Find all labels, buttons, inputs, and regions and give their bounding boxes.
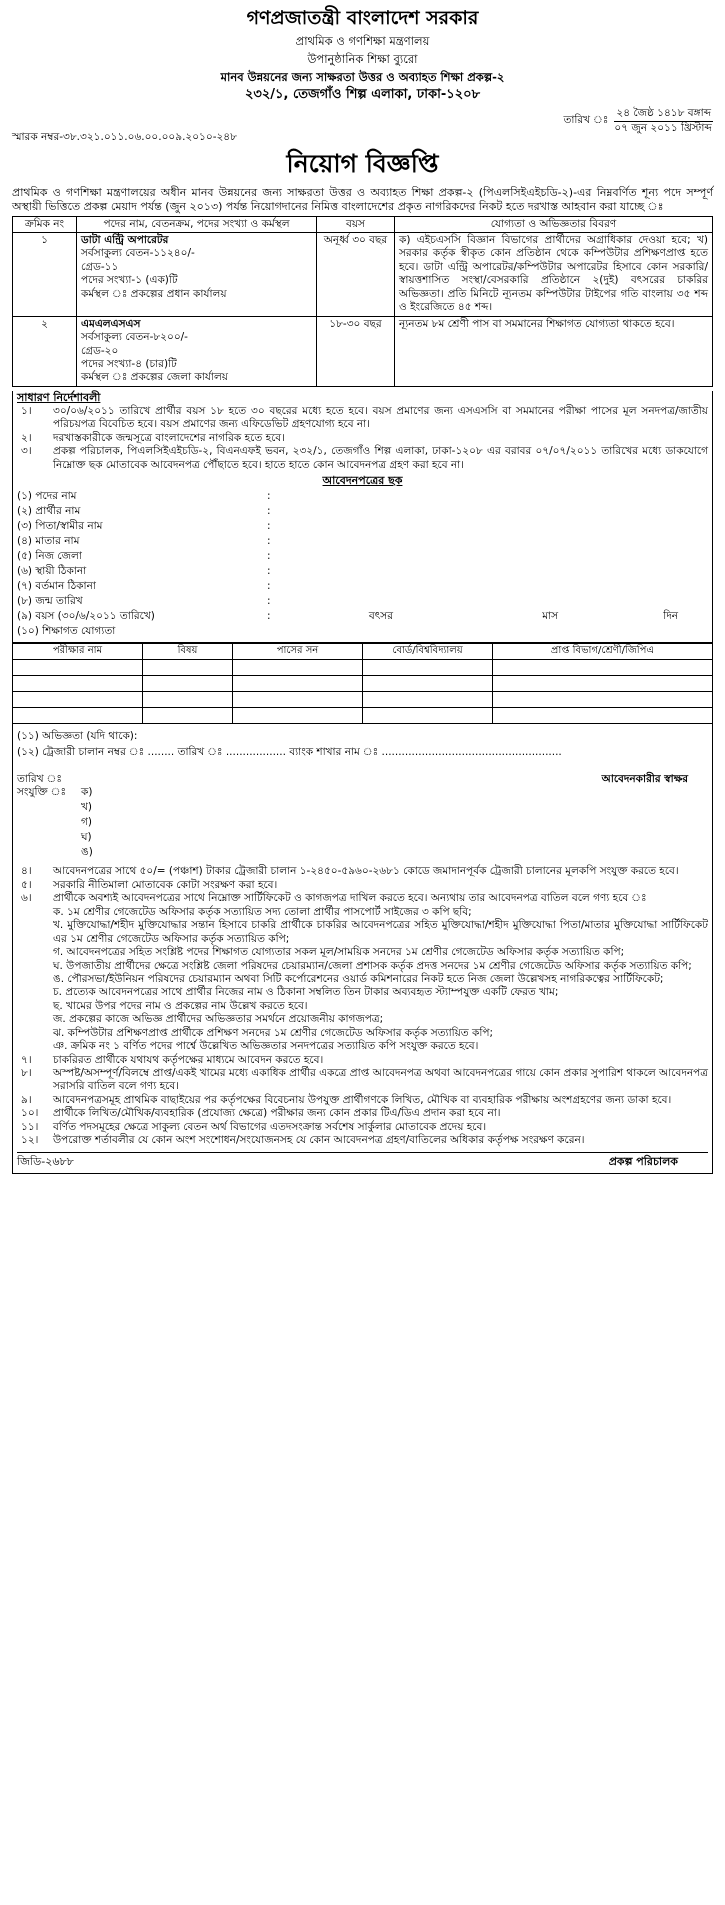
- instructions-box: [12, 391, 713, 643]
- post-line: সর্বসাকুল্য বেতন-১১২৪০/-: [81, 247, 195, 260]
- post-line: কর্মস্থল ঃ প্রকল্পের প্রধান কার্যালয়: [81, 287, 227, 300]
- list-item: [17, 405, 708, 432]
- posts-table-header: [13, 216, 713, 232]
- col-age: বয়স: [317, 216, 395, 232]
- list-item: [17, 1054, 708, 1067]
- attach-letter: ঙ): [81, 846, 93, 859]
- list-item: [17, 1107, 708, 1120]
- education-table: [12, 643, 713, 724]
- sub-rules: [53, 906, 708, 1054]
- date-bangla: ২৪ জৈষ্ঠ ১৪১৮ বঙ্গাব্দ: [614, 107, 713, 121]
- attach-letter: ঘ): [81, 831, 92, 844]
- applicant-signature: আবেদনকারীর স্বাক্ষর: [601, 773, 688, 786]
- posts-table: [12, 216, 713, 387]
- attach-letter: গ): [81, 816, 92, 829]
- form-date-label: তারিখ ঃ: [17, 773, 62, 786]
- sub-rule: চ. প্রত্যেক আবেদনপত্রের সাথে প্রার্থীর নিজের নাম ও ঠিকানা সম্বলিত তিন টাকার অব্যবহৃত স্ট্যাম্পযুক্ত একটি ফেরত খাম;: [53, 986, 559, 999]
- sub-rule: গ. আবেদনপত্রের সহিত সংশ্লিষ্ট পদের শিক্ষাগত যোগ্যতার সকল মূল/সাময়িক সনদের ১ম শ্রেণীর গেজেটেড অফিসার কর্তৃক সত্যায়িত কপি;: [53, 946, 625, 959]
- field-label: (৩) পিতা/স্বামীর নাম: [17, 520, 103, 533]
- list-item: [17, 1134, 708, 1147]
- field-colon: :: [267, 610, 271, 623]
- bureau-name: উপানুষ্ঠানিক শিক্ষা ব্যুরো: [307, 52, 418, 67]
- item-number: ৪।: [21, 865, 32, 878]
- list-item: [17, 1067, 708, 1094]
- ministry-name: প্রাথমিক ও গণশিক্ষা মন্ত্রণালয়: [295, 34, 430, 49]
- form-field: [17, 535, 708, 550]
- field-colon: :: [267, 550, 271, 563]
- post-line: সর্বসাকুল্য বেতন-৮২০০/-: [81, 331, 188, 344]
- item-text: চাকরিরত প্রার্থীকে যথাযথ কর্তৃপক্ষের মাধ্যমে আবেদন করতে হবে।: [53, 1053, 324, 1066]
- treasury-field: (১২) ট্রেজারী চালান নম্বর ঃ ........ তারিখ ঃ .................. ব্যাংক শাখার নাম ঃ ......................................................: [17, 745, 562, 758]
- post-line: গ্রেড-২০: [81, 344, 119, 357]
- field-label: (৫) নিজ জেলা: [17, 550, 82, 563]
- field-label: (২) প্রার্থীর নাম: [17, 505, 81, 518]
- post-cell: [77, 316, 317, 386]
- list-item: [17, 865, 708, 878]
- date-label: তারিখ ঃ: [563, 114, 609, 127]
- col-serial: ক্রমিক নং: [13, 216, 77, 232]
- post-line: গ্রেড-১১: [81, 260, 119, 273]
- item-text: বর্ণিত পদসমূহের ক্ষেত্রে সাকুল্য বেতন অর্থ বিভাগের এতদসংক্রান্ত সর্বশেষ সার্কুলার মোতাবেক প্রদেয় হবে।: [53, 1120, 487, 1133]
- item-text: প্রকল্প পরিচালক, পিএলসিইএইচডি-২, বিএনএফই ভবন, ২৩২/১, তেজগাঁও শিল্প এলাকা, ঢাকা-১২০৮ এর বরাবর ০৭/০৭/২০১১ তারিখের মধ্যে ডাকযোগে নিম্নোক্ত ছক মোতাবেক আবেদনপত্র পৌঁছাতে হবে। হাতে হাতে কোন আবেদনপত্র গ্রহণ করা হবে না।: [53, 445, 708, 471]
- sub-rule: ঘ. উপজাতীয় প্রার্থীদের ক্ষেত্রে সংশ্লিষ্ট জেলা পরিষদের চেয়ারম্যান/জেলা প্রশাসক কর্তৃক প্রদত্ত সনদের ১ম শ্রেণীর গেজেটেড অফিসার কর্তৃক সত্যায়িত কপি;: [53, 959, 692, 972]
- office-address: ২৩২/১, তেজগাঁও শিল্প এলাকা, ঢাকা-১২০৮: [244, 87, 481, 103]
- experience-field: (১১) অভিজ্ঞতা (যদি থাকে):: [17, 730, 138, 743]
- field-colon: :: [267, 505, 271, 518]
- field-colon: :: [267, 520, 271, 533]
- post-cell: [77, 233, 317, 317]
- edu-col-exam: পরীক্ষার নাম: [13, 644, 143, 660]
- attachment-item: [17, 816, 708, 831]
- item-number: ৭।: [21, 1053, 32, 1066]
- table-row: [13, 676, 713, 692]
- table-row: [13, 660, 713, 676]
- list-item: [17, 879, 708, 892]
- field-label: (৮) জন্ম তারিখ: [17, 595, 83, 608]
- sub-rule: ছ. খামের উপর পদের নাম ও প্রকল্পের নাম উল্লেখ করতে হবে।: [53, 999, 308, 1012]
- list-item: [17, 445, 708, 472]
- edu-header: [13, 644, 713, 660]
- table-row: [13, 708, 713, 724]
- item-number: ১১।: [21, 1120, 39, 1133]
- form-field: [17, 565, 708, 580]
- attach-letter: খ): [81, 801, 92, 814]
- govt-title: গণপ্রজাতন্ত্রী বাংলাদেশ সরকার: [246, 7, 479, 29]
- item-text: সরকারি নীতিমালা মোতাবেক কোটা সংরক্ষণ করা হবে।: [53, 878, 278, 891]
- table-row: [13, 316, 713, 386]
- item-number: ৫।: [21, 878, 32, 891]
- item-text: উপরোক্ত শর্তাবলীর যে কোন অংশ সংশোধন/সংযোজনসহ যে কোন আবেদনপত্র গ্রহণ/বাতিলের অধিকার কর্তৃপক্ষ সংরক্ষণ করেন।: [53, 1134, 585, 1147]
- form-heading: আবেদনপত্রের ছক: [322, 474, 403, 488]
- item-text: আবেদনপত্রসমূহ প্রাথমিক বাছাইয়ের পর কর্তৃপক্ষের বিবেচনায় উপযুক্ত প্রার্থীগণকে লিখিত, মৌখিক বা ব্যবহারিক পরীক্ষায় অংশগ্রহণের জন্য ডাকা হবে।: [53, 1093, 672, 1106]
- attach-label: সংযুক্তি ঃ: [17, 786, 67, 799]
- field-label: (৯) বয়স (৩০/৬/২০১১ তারিখে): [17, 610, 155, 623]
- field-label: (৬) স্থায়ী ঠিকানা: [17, 565, 87, 578]
- list-item: [17, 906, 708, 1054]
- post-line: পদের সংখ্যা-৪ (চার)টি: [81, 357, 177, 370]
- notice-title: নিয়োগ বিজ্ঞপ্তি: [286, 149, 439, 179]
- form-field: [17, 490, 708, 505]
- sub-rule: খ. মুক্তিযোদ্ধা/শহীদ মুক্তিযোদ্ধার সন্তান হিসাবে চাকরি প্রার্থীকে চাকরির আবেদনপত্রের সহিত মুক্তিযোদ্ধা/শহীদ মুক্তিযোদ্ধা পিতা/মাতার মুক্তিযোদ্ধা সার্টিফিকেট এর ১ম শ্রেণীর গেজেটেড অফিসার কর্তৃক সত্যায়িত কপি;: [53, 919, 708, 945]
- attachment-item: [17, 846, 708, 861]
- serial-cell: ২: [13, 316, 77, 386]
- notice-header: [12, 6, 713, 104]
- signature-row: [17, 773, 708, 786]
- item-text: ৩০/০৬/২০১১ তারিখে প্রার্থীর বয়স ১৮ হতে ৩০ বছরের মধ্যে হতে হবে। বয়স প্রমাণের জন্য এসএসসি বা সমমানের পরীক্ষা পাসের মূল সনদপত্র/জাতীয় পরিচয়পত্র বিবেচিত হবে। বয়স প্রমাণের জন্য এফিডেভিট গ্রহণযোগ্য হবে না।: [53, 404, 708, 431]
- age-cell: অনূর্ধ্ব ৩০ বছর: [317, 233, 395, 317]
- col-post: পদের নাম, বেতনক্রম, পদের সংখ্যা ও কর্মস্থল: [77, 216, 317, 232]
- general-list: [17, 405, 708, 472]
- list-item: [17, 892, 708, 905]
- rules-list: [17, 865, 708, 1147]
- field-label: (৪) মাতার নাম: [17, 535, 80, 548]
- sub-rule: জ. প্রকল্পের কাজে অভিজ্ঞ প্রার্থীদের অভিজ্ঞতার সমর্থনে প্রয়োজনীয় কাগজপত্র;: [53, 1013, 384, 1026]
- field-colon: :: [267, 490, 271, 503]
- age-field: [17, 610, 708, 625]
- form-field: [17, 595, 708, 610]
- field-label: (১০) শিক্ষাগত যোগ্যতা: [17, 625, 116, 638]
- age-cell: ১৮-৩০ বছর: [317, 316, 395, 386]
- post-line: পদের সংখ্যা-১ (এক)টি: [81, 274, 178, 287]
- item-text: অস্পষ্ট/অসম্পূর্ণ/বিলম্বে প্রাপ্ত/একই খামের মধ্যে একাধিক প্রার্থীর একত্রে প্রাপ্ত আবেদনপত্র অথবা আবেদনপত্রের গায়ে কোন প্রকার সুপারিশ থাকলে আবেদনপত্র সরাসরি বাতিল বলে গণ্য হবে।: [53, 1067, 708, 1093]
- item-number: ২।: [21, 431, 32, 444]
- sub-rule: ঞ. ক্রমিক নং ১ বর্ণিত পদের পার্শ্বে উল্লেখিত অভিজ্ঞতার সনদপত্রের সত্যায়িত কপি সংযুক্ত করতে হবে।: [53, 1040, 479, 1053]
- project-director: প্রকল্প পরিচালক: [608, 1154, 678, 1168]
- project-name: মানব উন্নয়নের জন্য সাক্ষরতা উত্তর ও অব্যাহত শিক্ষা প্রকল্প-২: [220, 69, 505, 84]
- item-text: প্রার্থীকে অবশ্যই আবেদনপত্রের সাথে নিম্নোক্ত সার্টিফিকেট ও কাগজপত্র দাখিল করতে হবে। অন্যথায় তার আবেদনপত্র বাতিল বলে গণ্য হবে ঃ: [53, 892, 647, 905]
- gd-code: জিডি-২৬৮৮: [17, 1154, 74, 1168]
- post-name: ডাটা এন্ট্রি অপারেটর: [81, 234, 169, 246]
- item-number: ৬।: [21, 892, 32, 905]
- age-days: দিন: [663, 610, 678, 623]
- qualification-cell: ক) এইচএসসি বিজ্ঞান বিভাগের প্রার্থীদের অগ্রাধিকার দেওয়া হবে; খ) সরকার কর্তৃক স্বীকৃত কোন প্রতিষ্ঠান থেকে কম্পিউটার প্রশিক্ষণপ্রাপ্ত হতে হবে। ডাটা এন্ট্রি অপারেটর/কম্পিউটার অপারেটর হিসাবে কোন সরকারি/স্বায়ত্তশাসিত সংস্থা/বেসরকারি প্রতিষ্ঠানে ২(দুই) বৎসরের চাকরির অভিজ্ঞতা। প্রতি মিনিটে ন্যূনতম কম্পিউটার টাইপের গতি বাংলায় ৩৫ শব্দ ও ইংরেজিতে ৪৫ শব্দ।: [395, 233, 713, 317]
- notice-footer: [17, 1152, 708, 1169]
- list-item: [17, 1121, 708, 1134]
- col-qualification: যোগ্যতা ও অভিজ্ঞতার বিবরণ: [395, 216, 713, 232]
- field-colon: :: [267, 535, 271, 548]
- field-colon: :: [267, 580, 271, 593]
- sub-rule: ক. ১ম শ্রেণীর গেজেটেড অফিসার কর্তৃক সত্যায়িত সদ্য তোলা প্রার্থীর পাসপোর্ট সাইজের ৩ কপি ছবি;: [53, 905, 472, 918]
- post-name: এমএলএসএস: [81, 317, 141, 330]
- field-label: (১) পদের নাম: [17, 490, 77, 503]
- intro-paragraph: প্রাথমিক ও গণশিক্ষা মন্ত্রণালয়ের অধীন মানব উন্নয়নের জন্য সাক্ষরতা উত্তর ও অব্যাহত শিক্ষা প্রকল্প-২ (পিএলসিইএইচডি-২)-এর নিম্নবর্ণিত শূন্য পদে সম্পূর্ণ অস্থায়ী ভিত্তিতে প্রকল্প মেয়াদ পর্যন্ত (জুন ২০১৩) পর্যন্ত নিয়োগদানের নিমিত্ত বাংলাদেশের প্রকৃত নাগরিকদের নিকট হতে দরখাস্ত আহবান করা যাচ্ছে ঃ: [12, 186, 713, 214]
- attachment-item: [17, 786, 708, 801]
- form-field: [17, 550, 708, 565]
- edu-col-board: বোর্ড/বিশ্ববিদ্যালয়: [363, 644, 493, 660]
- item-number: ৮।: [21, 1067, 32, 1080]
- item-number: ৩।: [21, 445, 32, 458]
- memo-number: স্মারক নম্বর-৩৮.৩২১.০১১.০৬.০০.০০৯.২০১০-২৪৮: [12, 130, 237, 143]
- attachments: [17, 786, 708, 861]
- item-text: প্রার্থীকে লিখিত/মৌখিক/ব্যবহারিক (প্রযোজ্য ক্ষেত্রে) পরীক্ষার জন্য কোন প্রকার টিএ/ডিএ প্রদান করা হবে না।: [53, 1107, 501, 1120]
- list-item: [17, 1094, 708, 1107]
- form-fields: [17, 490, 708, 640]
- form-field: [17, 520, 708, 535]
- field-colon: :: [267, 595, 271, 608]
- form-continuation-box: [12, 724, 713, 1174]
- item-number: ১।: [21, 404, 32, 417]
- form-field: [17, 580, 708, 595]
- form-field: [17, 625, 708, 640]
- age-years: বৎসর: [368, 610, 393, 623]
- attach-letter: ক): [81, 786, 93, 799]
- edu-col-result: প্রাপ্ত বিভাগ/শ্রেণী/জিপিএ: [493, 644, 713, 660]
- edu-col-subject: বিষয়: [143, 644, 233, 660]
- item-number: ১২।: [21, 1134, 39, 1147]
- general-heading: সাধারণ নির্দেশাবলী: [17, 390, 101, 404]
- date-english: ০৭ জুন ২০১১ খ্রিস্টাব্দ: [614, 121, 712, 134]
- item-number: ১০।: [21, 1107, 39, 1120]
- field-label: (৭) বর্তমান ঠিকানা: [17, 580, 96, 593]
- list-item: [17, 432, 708, 445]
- edu-col-year: পাসের সন: [233, 644, 363, 660]
- item-text: আবেদনপত্রের সাথে ৫০/= (পঞ্চাশ) টাকার ট্রেজারী চালান ১-২৪৫০-৫৯৬০-২৬৮১ কোডে জমাদানপূর্বক ট্রেজারী চালানের মূলকপি সংযুক্ত করতে হবে।: [53, 865, 679, 878]
- sub-rule: ঝ. কম্পিউটার প্রশিক্ষণপ্রাপ্ত প্রার্থীকে প্রশিক্ষণ সনদের ১ম শ্রেণীর গেজেটেড অফিসার কর্তৃক সত্যায়িত কপি;: [53, 1026, 494, 1039]
- post-line: কর্মস্থল ঃ প্রকল্পের জেলা কার্যালয়: [81, 371, 228, 384]
- serial-cell: ১: [13, 233, 77, 317]
- table-row: [13, 692, 713, 708]
- age-months: মাস: [542, 610, 558, 623]
- table-row: [13, 233, 713, 317]
- attachment-item: [17, 831, 708, 846]
- item-number: ৯।: [21, 1093, 32, 1106]
- field-colon: :: [267, 565, 271, 578]
- attachment-item: [17, 801, 708, 816]
- item-text: দরখাস্তকারীকে জন্মসূত্রে বাংলাদেশের নাগরিক হতে হবে।: [53, 431, 285, 444]
- sub-rule: ঙ. পৌরসভা/ইউনিয়ন পরিষদের চেয়ারম্যান অথবা সিটি কর্পোরেশনের ওয়ার্ড কমিশনারের নিকট হতে নিজ জেলা উল্লেখসহ নাগরিকত্বের সার্টিফিকেট;: [53, 972, 664, 985]
- qualification-cell: ন্যূনতম ৮ম শ্রেণী পাস বা সমমানের শিক্ষাগত যোগ্যতা থাকতে হবে।: [395, 316, 713, 386]
- form-field: [17, 505, 708, 520]
